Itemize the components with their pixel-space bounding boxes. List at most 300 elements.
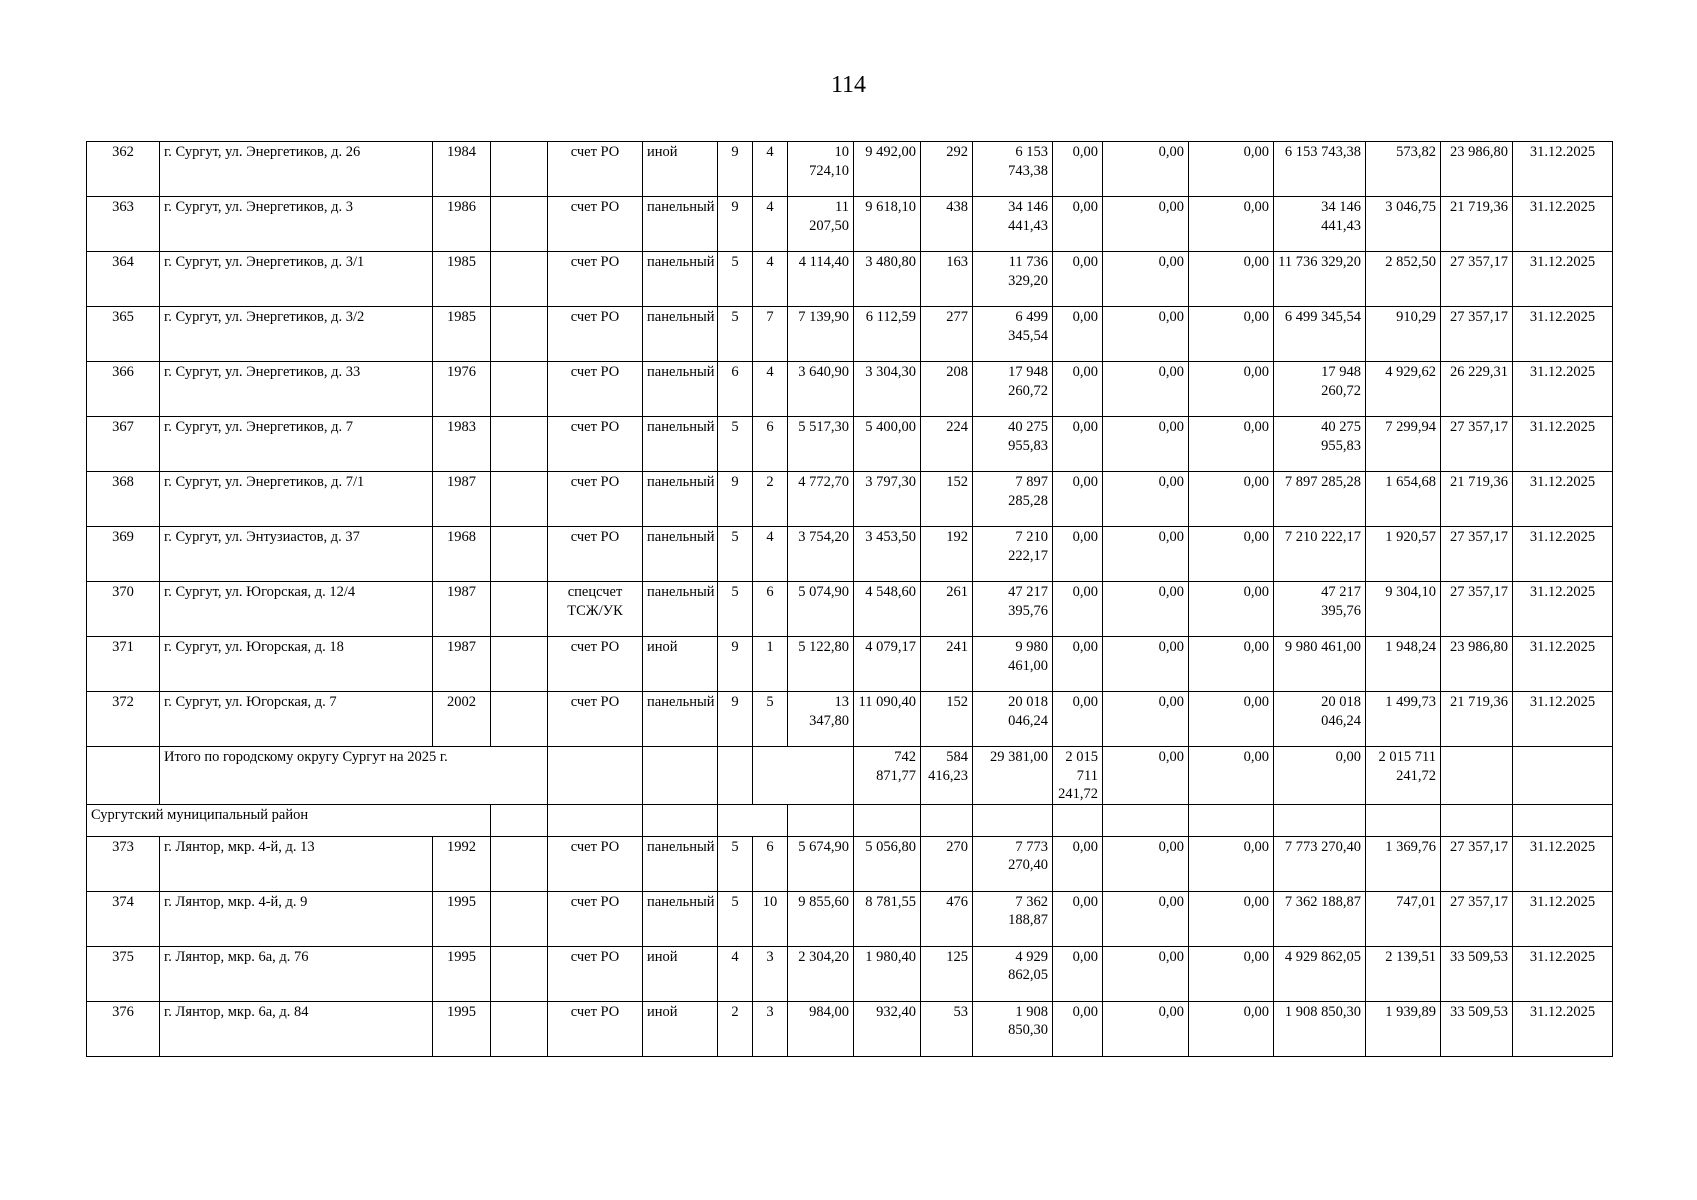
cell-living-area: 3 480,80 <box>854 252 921 307</box>
cell-cost-other: 0,00 <box>1189 472 1274 527</box>
cell-unit-cost: 7 299,94 <box>1366 417 1441 472</box>
cell-empty-col <box>491 142 548 197</box>
cell-fund-method: счет РО <box>548 637 643 692</box>
cell-entrances: 7 <box>753 307 788 362</box>
cell-total-cost: 7 897 285,28 <box>973 472 1053 527</box>
cell-max-unit-cost: 27 357,17 <box>1441 582 1513 637</box>
empty-cell <box>1366 804 1441 836</box>
cell-row-number: 375 <box>87 946 160 1001</box>
cell-cost-fund: 0,00 <box>1053 307 1103 362</box>
cell-unit-cost: 1 654,68 <box>1366 472 1441 527</box>
cell-empty-col <box>491 527 548 582</box>
cell-max-unit-cost: 27 357,17 <box>1441 891 1513 946</box>
cell-row-number: 368 <box>87 472 160 527</box>
total-cell <box>643 747 718 805</box>
table-row <box>87 142 1613 197</box>
cell-max-unit-cost: 23 986,80 <box>1441 637 1513 692</box>
cell-cost-budget: 0,00 <box>1103 472 1189 527</box>
cell-year-built: 1976 <box>433 362 491 417</box>
cell-cost-budget: 0,00 <box>1103 252 1189 307</box>
cell-residents: 208 <box>921 362 973 417</box>
cell-unit-cost: 2 852,50 <box>1366 252 1441 307</box>
cell-fund-method: счет РО <box>548 527 643 582</box>
cell-total-cost: 6 499 345,54 <box>973 307 1053 362</box>
cell-wall-material: панельный <box>643 197 718 252</box>
cell-row-number: 370 <box>87 582 160 637</box>
cell-planned-date: 31.12.2025 <box>1513 197 1613 252</box>
cell-unit-cost: 910,29 <box>1366 307 1441 362</box>
cell-address: г. Сургут, ул. Югорская, д. 12/4 <box>160 582 433 637</box>
cell-empty-col <box>491 252 548 307</box>
cell-total-cost: 34 146 441,43 <box>973 197 1053 252</box>
section-title: Сургутский муниципальный район <box>87 804 491 836</box>
section-header-row <box>87 804 1613 836</box>
cell-year-built: 1983 <box>433 417 491 472</box>
cell-cost-fund: 0,00 <box>1053 362 1103 417</box>
table-row <box>87 637 1613 692</box>
cell-cost-other: 0,00 <box>1189 582 1274 637</box>
cell-total-cost: 47 217 395,76 <box>973 582 1053 637</box>
cell-cost-other: 0,00 <box>1189 417 1274 472</box>
cell-cost-other: 0,00 <box>1189 527 1274 582</box>
cell-address: г. Сургут, ул. Энергетиков, д. 7 <box>160 417 433 472</box>
cell-floors: 2 <box>718 1001 753 1056</box>
cell-cost-owners: 6 153 743,38 <box>1274 142 1366 197</box>
empty-cell <box>973 804 1053 836</box>
cell-entrances: 3 <box>753 946 788 1001</box>
cell-cost-other: 0,00 <box>1189 252 1274 307</box>
cell-total-area: 5 122,80 <box>788 637 854 692</box>
empty-cell <box>1053 804 1103 836</box>
cell-planned-date: 31.12.2025 <box>1513 836 1613 891</box>
total-cell <box>1441 747 1513 805</box>
cell-address: г. Сургут, ул. Энергетиков, д. 3/2 <box>160 307 433 362</box>
cell-cost-budget: 0,00 <box>1103 307 1189 362</box>
cell-cost-owners: 11 736 329,20 <box>1274 252 1366 307</box>
cell-residents: 224 <box>921 417 973 472</box>
cell-cost-owners: 7 362 188,87 <box>1274 891 1366 946</box>
cell-living-area: 3 797,30 <box>854 472 921 527</box>
cell-entrances: 4 <box>753 252 788 307</box>
table-row <box>87 252 1613 307</box>
cell-total-cost: 6 153 743,38 <box>973 142 1053 197</box>
cell-entrances: 4 <box>753 197 788 252</box>
cell-year-built: 1995 <box>433 946 491 1001</box>
total-cell: 29 381,00 <box>973 747 1053 805</box>
cell-cost-budget: 0,00 <box>1103 362 1189 417</box>
cell-planned-date: 31.12.2025 <box>1513 946 1613 1001</box>
cell-planned-date: 31.12.2025 <box>1513 692 1613 747</box>
cell-year-built: 1984 <box>433 142 491 197</box>
cell-address: г. Лянтор, мкр. 6а, д. 76 <box>160 946 433 1001</box>
cell-cost-owners: 34 146 441,43 <box>1274 197 1366 252</box>
empty-cell <box>788 804 854 836</box>
cell-residents: 438 <box>921 197 973 252</box>
cell-row-number: 371 <box>87 637 160 692</box>
cell-planned-date: 31.12.2025 <box>1513 362 1613 417</box>
total-cell <box>1513 747 1613 805</box>
cell-total-cost: 40 275 955,83 <box>973 417 1053 472</box>
table-row <box>87 197 1613 252</box>
cell-wall-material: панельный <box>643 472 718 527</box>
cell-cost-budget: 0,00 <box>1103 692 1189 747</box>
cell-residents: 270 <box>921 836 973 891</box>
housing-registry-table <box>86 141 1613 1057</box>
cell-total-area: 984,00 <box>788 1001 854 1056</box>
cell-living-area: 5 056,80 <box>854 836 921 891</box>
cell-planned-date: 31.12.2025 <box>1513 582 1613 637</box>
empty-cell <box>1274 804 1366 836</box>
cell-empty-col <box>491 472 548 527</box>
cell-entrances: 5 <box>753 692 788 747</box>
cell-residents: 152 <box>921 472 973 527</box>
cell-planned-date: 31.12.2025 <box>1513 142 1613 197</box>
cell-entrances: 2 <box>753 472 788 527</box>
cell-cost-owners: 1 908 850,30 <box>1274 1001 1366 1056</box>
cell-cost-budget: 0,00 <box>1103 1001 1189 1056</box>
cell-empty-col <box>491 891 548 946</box>
cell-living-area: 11 090,40 <box>854 692 921 747</box>
cell-living-area: 1 980,40 <box>854 946 921 1001</box>
total-cell <box>753 747 854 805</box>
cell-cost-owners: 6 499 345,54 <box>1274 307 1366 362</box>
cell-row-number: 376 <box>87 1001 160 1056</box>
cell-floors: 5 <box>718 527 753 582</box>
empty-cell <box>1189 804 1274 836</box>
cell-year-built: 2002 <box>433 692 491 747</box>
cell-address: г. Лянтор, мкр. 4-й, д. 9 <box>160 891 433 946</box>
cell-wall-material: иной <box>643 946 718 1001</box>
cell-floors: 5 <box>718 582 753 637</box>
cell-unit-cost: 1 939,89 <box>1366 1001 1441 1056</box>
empty-cell <box>548 804 643 836</box>
cell-fund-method: счет РО <box>548 692 643 747</box>
cell-cost-fund: 0,00 <box>1053 637 1103 692</box>
cell-cost-budget: 0,00 <box>1103 417 1189 472</box>
cell-address: г. Лянтор, мкр. 6а, д. 84 <box>160 1001 433 1056</box>
cell-total-area: 2 304,20 <box>788 946 854 1001</box>
cell-cost-fund: 0,00 <box>1053 252 1103 307</box>
cell-year-built: 1987 <box>433 637 491 692</box>
cell-year-built: 1986 <box>433 197 491 252</box>
cell-wall-material: панельный <box>643 307 718 362</box>
cell-total-area: 4 114,40 <box>788 252 854 307</box>
cell-floors: 9 <box>718 472 753 527</box>
cell-max-unit-cost: 33 509,53 <box>1441 1001 1513 1056</box>
cell-entrances: 3 <box>753 1001 788 1056</box>
cell-wall-material: панельный <box>643 692 718 747</box>
empty-cell <box>491 804 548 836</box>
cell-living-area: 3 304,30 <box>854 362 921 417</box>
cell-living-area: 8 781,55 <box>854 891 921 946</box>
cell-wall-material: иной <box>643 142 718 197</box>
cell-unit-cost: 4 929,62 <box>1366 362 1441 417</box>
cell-wall-material: иной <box>643 637 718 692</box>
table-row <box>87 307 1613 362</box>
cell-cost-fund: 0,00 <box>1053 417 1103 472</box>
cell-living-area: 4 548,60 <box>854 582 921 637</box>
cell-total-cost: 9 980 461,00 <box>973 637 1053 692</box>
cell-cost-other: 0,00 <box>1189 197 1274 252</box>
cell-max-unit-cost: 21 719,36 <box>1441 692 1513 747</box>
total-cell: 2 015 711 241,72 <box>1053 747 1103 805</box>
cell-cost-owners: 7 773 270,40 <box>1274 836 1366 891</box>
cell-cost-other: 0,00 <box>1189 637 1274 692</box>
cell-address: г. Сургут, ул. Энергетиков, д. 33 <box>160 362 433 417</box>
cell-year-built: 1985 <box>433 252 491 307</box>
cell-row-number: 373 <box>87 836 160 891</box>
cell-year-built: 1985 <box>433 307 491 362</box>
cell-entrances: 10 <box>753 891 788 946</box>
cell-year-built: 1995 <box>433 891 491 946</box>
cell-total-area: 5 517,30 <box>788 417 854 472</box>
cell-residents: 152 <box>921 692 973 747</box>
cell-year-built: 1987 <box>433 582 491 637</box>
cell-total-area: 5 074,90 <box>788 582 854 637</box>
table-row <box>87 472 1613 527</box>
cell-cost-budget: 0,00 <box>1103 582 1189 637</box>
cell-planned-date: 31.12.2025 <box>1513 472 1613 527</box>
cell-living-area: 932,40 <box>854 1001 921 1056</box>
cell-cost-owners: 40 275 955,83 <box>1274 417 1366 472</box>
cell-floors: 9 <box>718 692 753 747</box>
cell-planned-date: 31.12.2025 <box>1513 1001 1613 1056</box>
total-cell: 742 871,77 <box>854 747 921 805</box>
cell-cost-budget: 0,00 <box>1103 142 1189 197</box>
cell-fund-method: спецсчет ТСЖ/УК <box>548 582 643 637</box>
total-cell: 2 015 711 241,72 <box>1366 747 1441 805</box>
cell-row-number: 366 <box>87 362 160 417</box>
cell-total-area: 11 207,50 <box>788 197 854 252</box>
cell-total-cost: 7 362 188,87 <box>973 891 1053 946</box>
cell-fund-method: счет РО <box>548 472 643 527</box>
cell-address: г. Лянтор, мкр. 4-й, д. 13 <box>160 836 433 891</box>
cell-empty-col <box>491 637 548 692</box>
cell-total-cost: 4 929 862,05 <box>973 946 1053 1001</box>
empty-cell <box>718 804 788 836</box>
cell-entrances: 6 <box>753 582 788 637</box>
table-row <box>87 1001 1613 1056</box>
cell-row-number: 362 <box>87 142 160 197</box>
cell-cost-budget: 0,00 <box>1103 946 1189 1001</box>
cell-fund-method: счет РО <box>548 197 643 252</box>
cell-entrances: 6 <box>753 836 788 891</box>
table-row <box>87 417 1613 472</box>
empty-cell <box>1441 804 1513 836</box>
cell-floors: 5 <box>718 891 753 946</box>
cell-residents: 163 <box>921 252 973 307</box>
cell-cost-other: 0,00 <box>1189 362 1274 417</box>
cell-cost-fund: 0,00 <box>1053 891 1103 946</box>
cell-wall-material: панельный <box>643 252 718 307</box>
cell-cost-fund: 0,00 <box>1053 527 1103 582</box>
empty-cell <box>1513 804 1613 836</box>
cell-address: г. Сургут, ул. Энергетиков, д. 26 <box>160 142 433 197</box>
cell-cost-fund: 0,00 <box>1053 692 1103 747</box>
table-row <box>87 527 1613 582</box>
cell-floors: 9 <box>718 142 753 197</box>
cell-max-unit-cost: 33 509,53 <box>1441 946 1513 1001</box>
cell-total-area: 9 855,60 <box>788 891 854 946</box>
cell-total-area: 13 347,80 <box>788 692 854 747</box>
total-cell: Итого по городскому округу Сургут на 2025 г. <box>160 747 548 805</box>
empty-cell <box>854 804 921 836</box>
table-row <box>87 362 1613 417</box>
cell-floors: 6 <box>718 362 753 417</box>
cell-empty-col <box>491 946 548 1001</box>
cell-cost-fund: 0,00 <box>1053 582 1103 637</box>
cell-cost-budget: 0,00 <box>1103 637 1189 692</box>
cell-row-number: 374 <box>87 891 160 946</box>
cell-empty-col <box>491 307 548 362</box>
cell-total-cost: 7 210 222,17 <box>973 527 1053 582</box>
cell-cost-owners: 17 948 260,72 <box>1274 362 1366 417</box>
cell-address: г. Сургут, ул. Югорская, д. 7 <box>160 692 433 747</box>
cell-total-area: 7 139,90 <box>788 307 854 362</box>
cell-cost-owners: 47 217 395,76 <box>1274 582 1366 637</box>
cell-living-area: 6 112,59 <box>854 307 921 362</box>
cell-total-cost: 20 018 046,24 <box>973 692 1053 747</box>
cell-address: г. Сургут, ул. Энергетиков, д. 3 <box>160 197 433 252</box>
cell-planned-date: 31.12.2025 <box>1513 417 1613 472</box>
cell-cost-fund: 0,00 <box>1053 197 1103 252</box>
total-cell: 0,00 <box>1103 747 1189 805</box>
cell-cost-budget: 0,00 <box>1103 527 1189 582</box>
cell-residents: 241 <box>921 637 973 692</box>
cell-total-area: 4 772,70 <box>788 472 854 527</box>
cell-cost-owners: 7 897 285,28 <box>1274 472 1366 527</box>
cell-residents: 192 <box>921 527 973 582</box>
cell-residents: 476 <box>921 891 973 946</box>
cell-floors: 5 <box>718 252 753 307</box>
cell-floors: 4 <box>718 946 753 1001</box>
cell-cost-other: 0,00 <box>1189 142 1274 197</box>
cell-empty-col <box>491 582 548 637</box>
cell-cost-fund: 0,00 <box>1053 946 1103 1001</box>
cell-planned-date: 31.12.2025 <box>1513 252 1613 307</box>
cell-floors: 5 <box>718 836 753 891</box>
cell-living-area: 9 618,10 <box>854 197 921 252</box>
cell-address: г. Сургут, ул. Югорская, д. 18 <box>160 637 433 692</box>
cell-cost-fund: 0,00 <box>1053 1001 1103 1056</box>
cell-residents: 277 <box>921 307 973 362</box>
cell-wall-material: панельный <box>643 417 718 472</box>
total-cell <box>548 747 643 805</box>
cell-fund-method: счет РО <box>548 142 643 197</box>
cell-empty-col <box>491 362 548 417</box>
cell-cost-other: 0,00 <box>1189 1001 1274 1056</box>
cell-cost-owners: 20 018 046,24 <box>1274 692 1366 747</box>
cell-max-unit-cost: 21 719,36 <box>1441 472 1513 527</box>
empty-cell <box>643 804 718 836</box>
cell-cost-other: 0,00 <box>1189 946 1274 1001</box>
cell-cost-other: 0,00 <box>1189 307 1274 362</box>
cell-year-built: 1995 <box>433 1001 491 1056</box>
cell-row-number: 369 <box>87 527 160 582</box>
cell-max-unit-cost: 27 357,17 <box>1441 417 1513 472</box>
cell-entrances: 4 <box>753 142 788 197</box>
cell-empty-col <box>491 692 548 747</box>
cell-unit-cost: 1 369,76 <box>1366 836 1441 891</box>
table-row <box>87 891 1613 946</box>
cell-floors: 9 <box>718 637 753 692</box>
cell-unit-cost: 1 948,24 <box>1366 637 1441 692</box>
cell-total-cost: 17 948 260,72 <box>973 362 1053 417</box>
cell-row-number: 372 <box>87 692 160 747</box>
cell-fund-method: счет РО <box>548 362 643 417</box>
cell-planned-date: 31.12.2025 <box>1513 637 1613 692</box>
cell-entrances: 4 <box>753 527 788 582</box>
cell-wall-material: панельный <box>643 582 718 637</box>
cell-row-number: 365 <box>87 307 160 362</box>
table-body <box>87 142 1613 1057</box>
cell-total-area: 3 640,90 <box>788 362 854 417</box>
cell-cost-budget: 0,00 <box>1103 836 1189 891</box>
total-cell <box>87 747 160 805</box>
cell-fund-method: счет РО <box>548 946 643 1001</box>
cell-living-area: 3 453,50 <box>854 527 921 582</box>
table-row <box>87 582 1613 637</box>
cell-unit-cost: 9 304,10 <box>1366 582 1441 637</box>
cell-max-unit-cost: 27 357,17 <box>1441 252 1513 307</box>
cell-address: г. Сургут, ул. Энергетиков, д. 7/1 <box>160 472 433 527</box>
cell-fund-method: счет РО <box>548 417 643 472</box>
cell-year-built: 1987 <box>433 472 491 527</box>
cell-planned-date: 31.12.2025 <box>1513 307 1613 362</box>
cell-unit-cost: 1 920,57 <box>1366 527 1441 582</box>
cell-wall-material: панельный <box>643 527 718 582</box>
cell-max-unit-cost: 27 357,17 <box>1441 527 1513 582</box>
cell-cost-fund: 0,00 <box>1053 836 1103 891</box>
cell-empty-col <box>491 197 548 252</box>
cell-row-number: 364 <box>87 252 160 307</box>
total-row <box>87 747 1613 805</box>
cell-residents: 53 <box>921 1001 973 1056</box>
cell-max-unit-cost: 21 719,36 <box>1441 197 1513 252</box>
total-cell: 584 416,23 <box>921 747 973 805</box>
total-cell: 0,00 <box>1274 747 1366 805</box>
cell-fund-method: счет РО <box>548 307 643 362</box>
cell-wall-material: панельный <box>643 836 718 891</box>
cell-total-cost: 7 773 270,40 <box>973 836 1053 891</box>
cell-cost-other: 0,00 <box>1189 836 1274 891</box>
cell-max-unit-cost: 23 986,80 <box>1441 142 1513 197</box>
cell-address: г. Сургут, ул. Энергетиков, д. 3/1 <box>160 252 433 307</box>
cell-max-unit-cost: 26 229,31 <box>1441 362 1513 417</box>
cell-cost-budget: 0,00 <box>1103 891 1189 946</box>
cell-living-area: 9 492,00 <box>854 142 921 197</box>
cell-unit-cost: 2 139,51 <box>1366 946 1441 1001</box>
cell-unit-cost: 573,82 <box>1366 142 1441 197</box>
cell-cost-owners: 9 980 461,00 <box>1274 637 1366 692</box>
cell-entrances: 4 <box>753 362 788 417</box>
empty-cell <box>1103 804 1189 836</box>
cell-wall-material: панельный <box>643 362 718 417</box>
cell-cost-owners: 4 929 862,05 <box>1274 946 1366 1001</box>
cell-cost-other: 0,00 <box>1189 891 1274 946</box>
cell-max-unit-cost: 27 357,17 <box>1441 307 1513 362</box>
table-row <box>87 836 1613 891</box>
cell-total-cost: 1 908 850,30 <box>973 1001 1053 1056</box>
cell-fund-method: счет РО <box>548 1001 643 1056</box>
cell-floors: 5 <box>718 417 753 472</box>
cell-row-number: 363 <box>87 197 160 252</box>
cell-address: г. Сургут, ул. Энтузиастов, д. 37 <box>160 527 433 582</box>
total-cell <box>718 747 753 805</box>
cell-cost-owners: 7 210 222,17 <box>1274 527 1366 582</box>
cell-row-number: 367 <box>87 417 160 472</box>
cell-floors: 5 <box>718 307 753 362</box>
